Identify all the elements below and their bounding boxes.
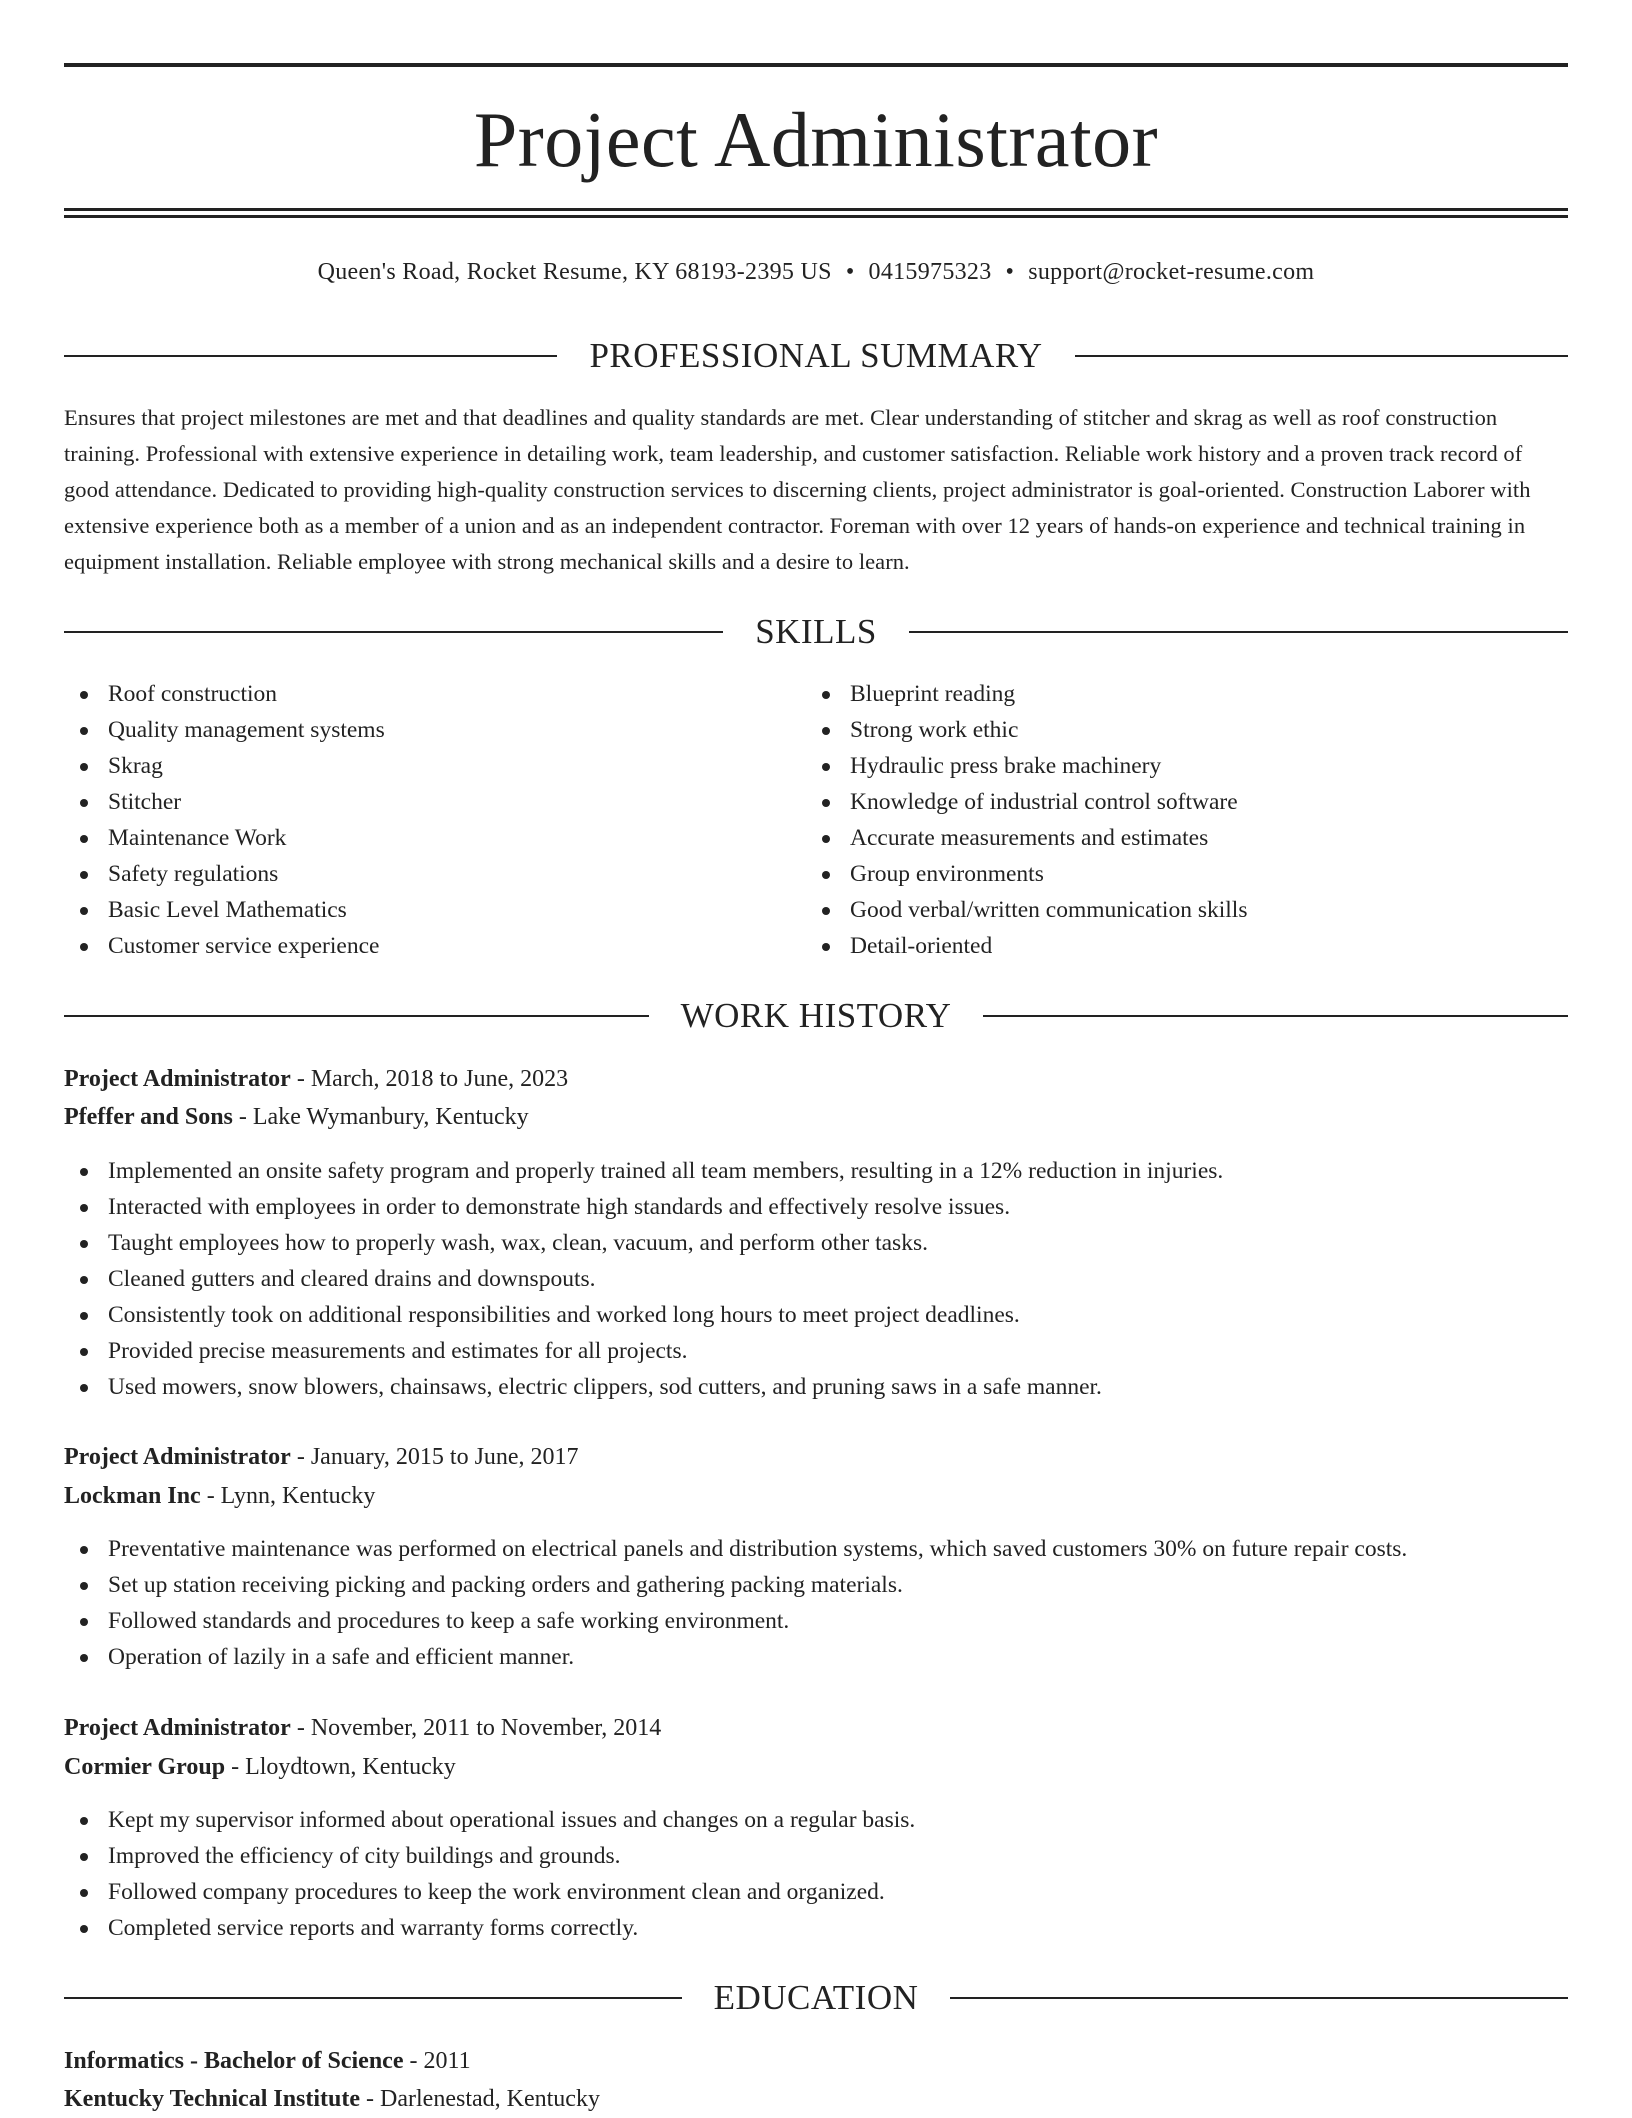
divider-line bbox=[64, 1015, 649, 1017]
job-company-line bbox=[64, 1477, 1568, 1515]
education-degree: Informatics - Bachelor of Science bbox=[64, 2048, 404, 2074]
job-company: Pfeffer and Sons bbox=[64, 1104, 233, 1130]
contact-email: support@rocket-resume.com bbox=[1028, 259, 1315, 285]
job-company: Cormier Group bbox=[64, 1754, 226, 1780]
job-title: Project Administrator bbox=[64, 1066, 291, 1092]
job-bullet: Operation of lazily in a safe and efficient manner. bbox=[64, 1639, 1568, 1675]
job-bullet: Used mowers, snow blowers, chainsaws, electric clippers, sod cutters, and pruning saws in a safe manner. bbox=[64, 1369, 1568, 1405]
divider-line bbox=[64, 631, 723, 633]
skill-item: Maintenance Work bbox=[64, 820, 804, 856]
skill-item: Group environments bbox=[806, 856, 1546, 892]
job-company-line bbox=[64, 1748, 1568, 1786]
job-dates: - March, 2018 to June, 2023 bbox=[290, 1066, 569, 1092]
skill-item: Customer service experience bbox=[64, 928, 804, 964]
resume-name: Project Administrator bbox=[473, 96, 1159, 183]
contact-phone: 0415975323 bbox=[868, 259, 992, 285]
work-section-header bbox=[64, 994, 1568, 1038]
education-location: - Darlenestad, Kentucky bbox=[360, 2086, 600, 2112]
divider-line bbox=[983, 1015, 1568, 1017]
skill-item: Skrag bbox=[64, 748, 804, 784]
education-degree-line bbox=[64, 2042, 1568, 2080]
job-bullets bbox=[64, 1531, 1568, 1675]
contact-address: Queen's Road, Rocket Resume, KY 68193-2395 US bbox=[317, 259, 832, 285]
contact-separator: • bbox=[845, 259, 855, 285]
education-section-title: EDUCATION bbox=[713, 1978, 919, 2017]
job-title-line bbox=[64, 1060, 1568, 1098]
skills-section-header bbox=[64, 610, 1568, 654]
job-bullet: Implemented an onsite safety program and properly trained all team members, resulting in a 12% reduction in injuries. bbox=[64, 1153, 1568, 1189]
job-bullet: Followed standards and procedures to keep a safe working environment. bbox=[64, 1603, 1568, 1639]
contact-line bbox=[64, 252, 1568, 292]
job-bullets bbox=[64, 1153, 1568, 1405]
divider-line bbox=[909, 631, 1568, 633]
skills-right-column bbox=[806, 676, 1546, 964]
divider-line bbox=[64, 1997, 682, 1999]
job-location: - Lake Wymanbury, Kentucky bbox=[232, 1104, 529, 1130]
header-double-rule-lower bbox=[64, 215, 1568, 218]
education-school: Kentucky Technical Institute bbox=[64, 2086, 361, 2112]
education-year: - 2011 bbox=[403, 2048, 471, 2074]
work-section-title: WORK HISTORY bbox=[680, 996, 952, 1035]
skill-item: Safety regulations bbox=[64, 856, 804, 892]
job-bullet: Taught employees how to properly wash, wax, clean, vacuum, and perform other tasks. bbox=[64, 1225, 1568, 1261]
job-company-line bbox=[64, 1098, 1568, 1136]
skill-item: Accurate measurements and estimates bbox=[806, 820, 1546, 856]
skills-left-column bbox=[64, 676, 804, 964]
divider-line bbox=[1075, 355, 1568, 357]
summary-section-header bbox=[64, 334, 1568, 378]
skill-item: Basic Level Mathematics bbox=[64, 892, 804, 928]
summary-text: Ensures that project milestones are met and that deadlines and quality standards are met. Clear understanding of stitcher and skrag as well as roof construction training. Professional with extensive experience in detailing work, team leadership, and customer satisfaction. Reliable work history and a proven track record of good attendance. Dedicated to providing high-quality construction services to discerning clients, project administrator is goal-oriented. Construction Laborer with extensive experience both as a member of a union and as an independent contractor. Foreman with over 12 years of hands-on experience and technical training in equipment installation. Reliable employee with strong mechanical skills and a desire to learn. bbox=[64, 405, 1531, 574]
job-bullets bbox=[64, 1802, 1568, 1946]
job-bullet: Preventative maintenance was performed on electrical panels and distribution systems, which saved customers 30% on future repair costs. bbox=[64, 1531, 1568, 1567]
job-company: Lockman Inc bbox=[64, 1483, 201, 1509]
job-bullet: Cleaned gutters and cleared drains and downspouts. bbox=[64, 1261, 1568, 1297]
divider-line bbox=[950, 1997, 1568, 1999]
job-bullet: Consistently took on additional responsibilities and worked long hours to meet project deadlines. bbox=[64, 1297, 1568, 1333]
job-bullet: Set up station receiving picking and packing orders and gathering packing materials. bbox=[64, 1567, 1568, 1603]
job-bullet: Interacted with employees in order to demonstrate high standards and effectively resolve issues. bbox=[64, 1189, 1568, 1225]
skills-section-title: SKILLS bbox=[755, 612, 877, 651]
skill-item: Blueprint reading bbox=[806, 676, 1546, 712]
job-location: - Lynn, Kentucky bbox=[200, 1483, 376, 1509]
skill-item: Good verbal/written communication skills bbox=[806, 892, 1546, 928]
job-bullet: Kept my supervisor informed about operational issues and changes on a regular basis. bbox=[64, 1802, 1568, 1838]
education-school-line bbox=[64, 2080, 1568, 2118]
skill-item: Strong work ethic bbox=[806, 712, 1546, 748]
skill-item: Stitcher bbox=[64, 784, 804, 820]
header-double-rule-upper bbox=[64, 208, 1568, 211]
job-bullet: Followed company procedures to keep the work environment clean and organized. bbox=[64, 1874, 1568, 1910]
job-title-line bbox=[64, 1438, 1568, 1476]
job-title: Project Administrator bbox=[64, 1715, 291, 1741]
job-bullet: Provided precise measurements and estimates for all projects. bbox=[64, 1333, 1568, 1369]
skill-item: Knowledge of industrial control software bbox=[806, 784, 1546, 820]
job-dates: - November, 2011 to November, 2014 bbox=[290, 1715, 662, 1741]
skill-item: Roof construction bbox=[64, 676, 804, 712]
job-bullet: Improved the efficiency of city buildings and grounds. bbox=[64, 1838, 1568, 1874]
job-title: Project Administrator bbox=[64, 1444, 291, 1470]
skill-item: Quality management systems bbox=[64, 712, 804, 748]
job-dates: - January, 2015 to June, 2017 bbox=[290, 1444, 579, 1470]
job-location: - Lloydtown, Kentucky bbox=[225, 1754, 456, 1780]
education-section-header bbox=[64, 1976, 1568, 2020]
job-bullet: Completed service reports and warranty forms correctly. bbox=[64, 1910, 1568, 1946]
contact-separator: • bbox=[1005, 259, 1015, 285]
job-title-line bbox=[64, 1709, 1568, 1747]
top-rule bbox=[64, 63, 1568, 67]
divider-line bbox=[64, 355, 557, 357]
summary-section-title: PROFESSIONAL SUMMARY bbox=[589, 336, 1043, 375]
skill-item: Detail-oriented bbox=[806, 928, 1546, 964]
skill-item: Hydraulic press brake machinery bbox=[806, 748, 1546, 784]
